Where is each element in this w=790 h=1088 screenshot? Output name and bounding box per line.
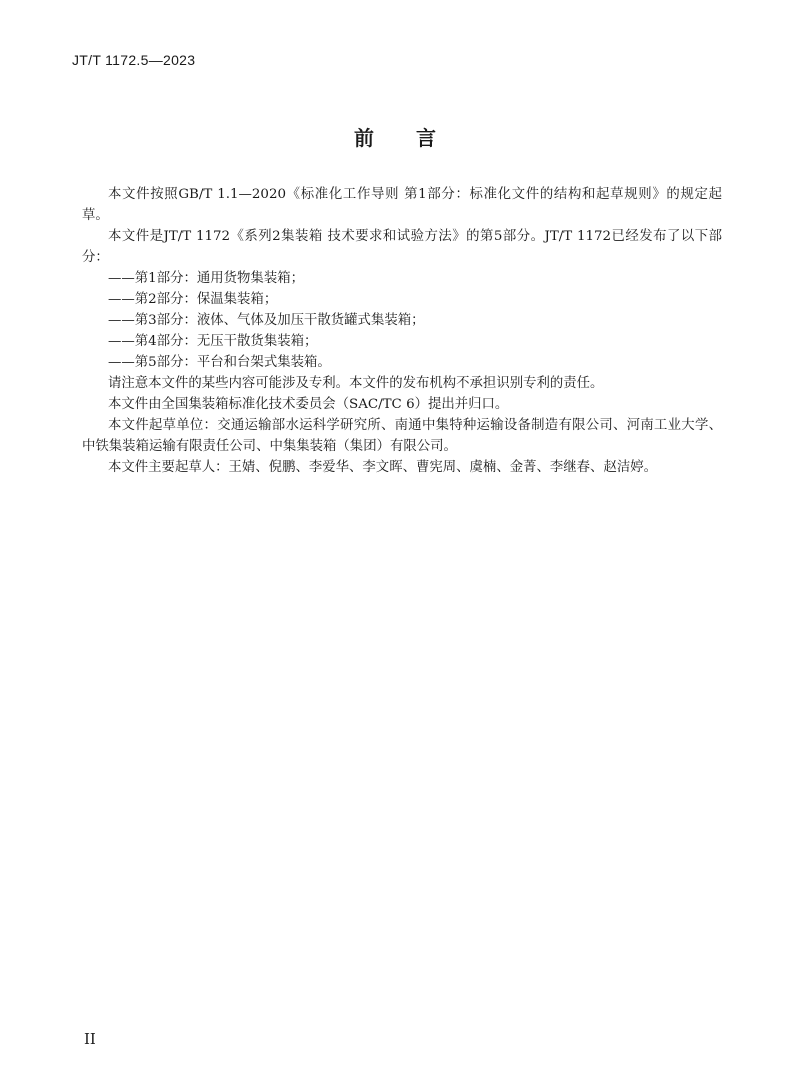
paragraph-proposer: 本文件由全国集装箱标准化技术委员会（SAC/TC 6）提出并归口。 [108,397,509,412]
title-char-1: 前 [354,126,374,150]
paragraph-patent-notice: 请注意本文件的某些内容可能涉及专利。本文件的发布机构不承担识别专利的责任。 [108,376,604,391]
list-item-part-2: ——第2部分：保温集装箱； [108,292,278,307]
title-char-2: 言 [416,126,436,150]
paragraph-drafters: 本文件主要起草人：王婧、倪鹏、李爱华、李文晖、曹宪周、虞楠、金菁、李继春、赵洁婷。 [108,460,658,475]
paragraph-drafting-units: 本文件起草单位：交通运输部水运科学研究所、南通中集特种运输设备制造有限公司、河南工业大学、中铁集装箱运输有限责任公司、中集集装箱（集团）有限公司。 [82,418,722,454]
paragraph-series-intro: 本文件是JT/T 1172《系列2集装箱 技术要求和试验方法》的第5部分。JT/T 1172已经发布了以下部分： [82,229,722,265]
list-item-part-4: ——第4部分：无压干散货集装箱； [108,334,318,349]
page-number: II [84,1030,96,1048]
page-title [0,122,790,151]
list-item-part-1: ——第1部分：通用货物集装箱； [108,271,304,286]
list-item-part-5: ——第5部分：平台和台架式集装箱。 [108,355,331,370]
foreword-body [82,184,722,478]
paragraph-drafting-rules: 本文件按照GB/T 1.1—2020《标准化工作导则 第1部分：标准化文件的结构和起草规则》的规定起草。 [82,187,722,223]
list-item-part-3: ——第3部分：液体、气体及加压干散货罐式集装箱； [108,313,425,328]
document-code: JT/T 1172.5—2023 [72,52,196,68]
